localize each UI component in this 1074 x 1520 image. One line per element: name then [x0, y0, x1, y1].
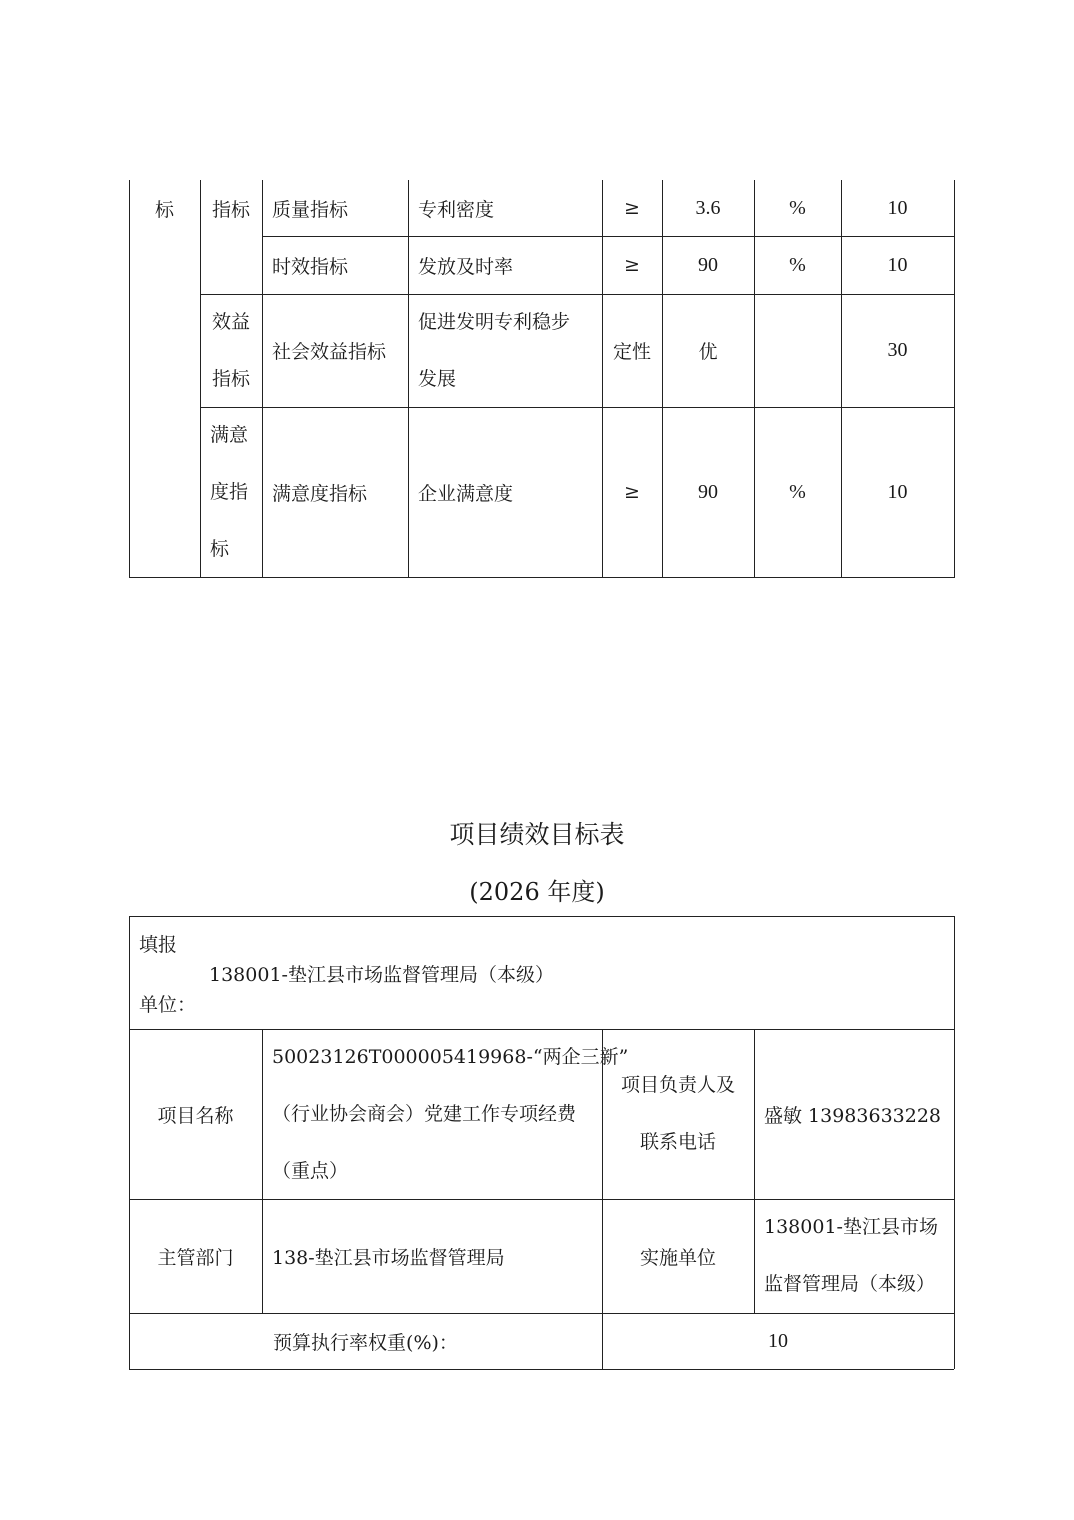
manager-label	[602, 1029, 754, 1199]
indicator-value: 优	[698, 341, 718, 363]
indicator-symbol: ≥	[624, 254, 640, 276]
indicator-weight: 10	[887, 196, 908, 219]
indicator-symbol: ≥	[624, 197, 640, 219]
level3-label: 社会效益指标	[272, 341, 387, 363]
indicator-name: 企业满意度	[418, 482, 514, 505]
indicator-unit: %	[789, 253, 806, 276]
dept-label: 主管部门	[157, 1246, 234, 1269]
manager-label-line: 项目负责人及	[620, 1074, 735, 1096]
manager-label-line: 联系电话	[639, 1131, 716, 1153]
reporting-unit-value: 138001-垫江县市场监督管理局（本级）	[209, 964, 554, 986]
budget-weight-value: 10	[768, 1329, 788, 1352]
indicator-weight: 30	[887, 339, 908, 361]
indicator-name-line: 促进发明专利稳步	[418, 310, 571, 333]
manager-value: 盛敏 13983633228	[764, 1104, 942, 1127]
indicator-unit	[754, 294, 841, 407]
impl-label: 实施单位	[639, 1246, 716, 1269]
impl-value-line: 监督管理局（本级）	[764, 1273, 936, 1295]
level3-label: 质量指标	[272, 198, 349, 221]
indicator-symbol: ≥	[624, 481, 640, 503]
level2-label	[200, 407, 262, 577]
document-title: 项目绩效目标表	[449, 820, 625, 849]
level2-label: 指标	[211, 198, 250, 221]
project-name-line: （行业协会商会）党建工作专项经费	[272, 1102, 577, 1125]
indicator-value: 3.6	[695, 196, 721, 219]
project-name-line: （重点）	[272, 1159, 349, 1182]
level2-label-line: 度指	[210, 480, 249, 503]
indicator-unit: %	[789, 480, 806, 503]
project-name-line: 50023126T000005419968-“两企三新”	[272, 1045, 629, 1068]
level3-label: 满意度指标	[272, 482, 368, 505]
indicator-unit: %	[789, 196, 806, 219]
level2-label-line: 标	[210, 537, 230, 560]
indicator-name: 专利密度	[418, 198, 495, 221]
level2-label-line: 满意	[210, 423, 249, 446]
project-name-value	[262, 1029, 629, 1199]
indicator-name-line: 发展	[418, 367, 457, 390]
indicator-weight: 10	[887, 253, 908, 276]
impl-value-line: 138001-垫江县市场	[764, 1216, 938, 1238]
level2-label	[200, 294, 262, 407]
budget-weight-label: 预算执行率权重(%)：	[273, 1331, 458, 1354]
indicator-name	[408, 294, 602, 407]
reporting-unit-label: 填报	[139, 934, 178, 956]
reporting-unit-label-cont: 单位：	[139, 994, 197, 1016]
indicator-symbol: 定性	[612, 341, 651, 363]
level1-label: 标	[154, 198, 174, 221]
project-name-label: 项目名称	[157, 1104, 234, 1127]
indicator-value: 90	[698, 480, 718, 503]
impl-value	[754, 1199, 954, 1313]
dept-value: 138-垫江县市场监督管理局	[272, 1246, 505, 1269]
level2-label-line: 指标	[211, 367, 250, 390]
indicator-weight: 10	[887, 480, 908, 503]
indicator-value: 90	[698, 253, 718, 276]
indicator-name: 发放及时率	[418, 255, 514, 278]
document-year: (2026 年度)	[469, 878, 605, 906]
level3-label: 时效指标	[272, 255, 349, 278]
level2-label-line: 效益	[211, 310, 250, 333]
